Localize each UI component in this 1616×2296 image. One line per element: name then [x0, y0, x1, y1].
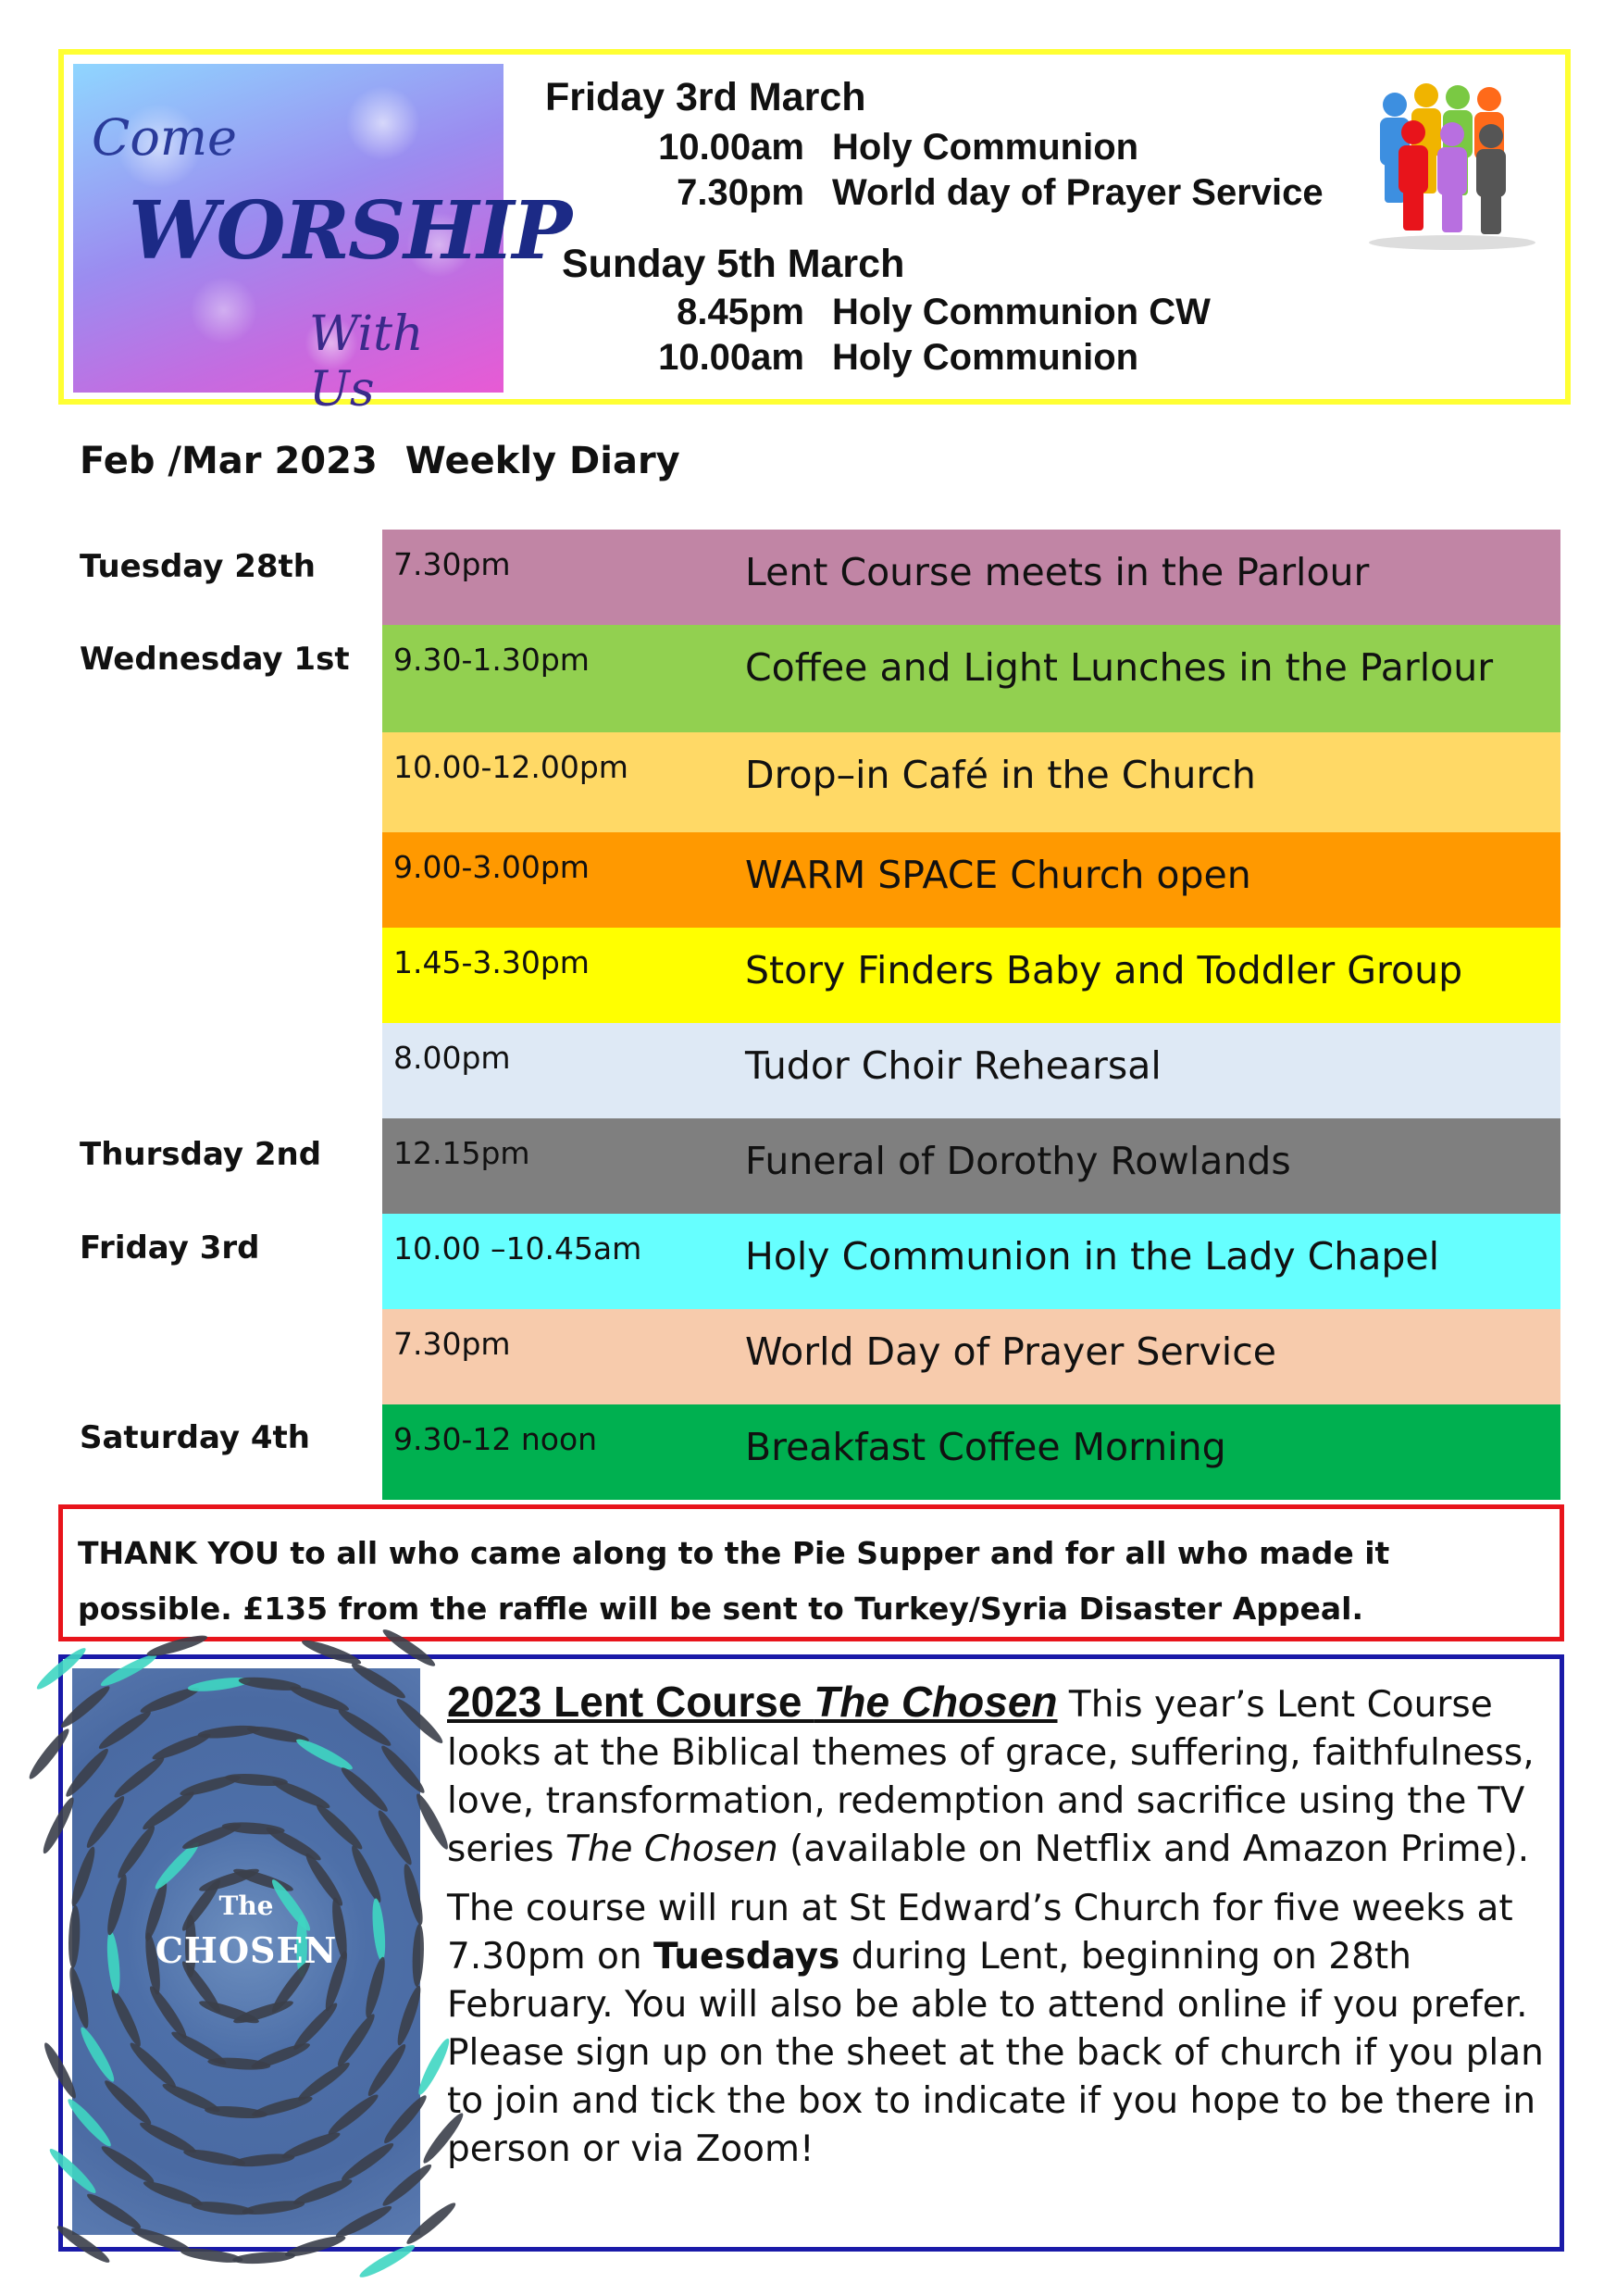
diary-row-time: 10.00-12.00pm — [393, 749, 628, 785]
diary-row — [382, 832, 1560, 928]
diary-row-time: 7.30pm — [393, 546, 511, 582]
diary-heading-month: Feb /Mar 2023 — [80, 440, 378, 482]
diary-row-event: Tudor Choir Rehearsal — [745, 1043, 1162, 1088]
friday-service-time-2: 7.30pm — [677, 172, 804, 213]
diary-row — [382, 928, 1560, 1023]
thank-you-box — [58, 1504, 1564, 1641]
diary-row-time: 1.45-3.30pm — [393, 944, 590, 980]
worship-image-line2: WORSHIP — [129, 184, 571, 278]
lent-course-title — [447, 1678, 1058, 1726]
worship-image-line3: With Us — [309, 306, 424, 418]
diary-row-event: Funeral of Dorothy Rowlands — [745, 1139, 1291, 1183]
lent-intro-a: This year’s Lent Course looks at the Biblical themes of grace, suffering, faithfulness, love, transformation, redemption and sacrifice using the TV series — [447, 1684, 1535, 1870]
chosen-image-the: The — [218, 1890, 274, 1921]
diary-row-time: 8.00pm — [393, 1040, 511, 1076]
sunday-service-time-1: 8.45pm — [677, 292, 804, 332]
lent-p2-b: during Lent, beginning on 28th February. You will also be able to attend online if you prefer. Please sign up on the sheet at the back of church if you plan to join and tick the box to indicate if you hope to be there in person or via Zoom! — [447, 1936, 1544, 2170]
diary-row — [382, 1214, 1560, 1309]
diary-row — [382, 1023, 1560, 1118]
lent-intro-italic: The Chosen — [565, 1828, 778, 1870]
chosen-image-title: CHOSEN — [155, 1929, 338, 1971]
diary-row-event: Coffee and Light Lunches in the Parlour — [745, 645, 1494, 690]
diary-row — [382, 625, 1560, 732]
diary-row — [382, 732, 1560, 832]
day-label-tuesday: Tuesday 28th — [80, 548, 316, 585]
people-group-icon — [1360, 81, 1545, 252]
sunday-service-desc-1: Holy Communion CW — [832, 292, 1211, 332]
lent-title-prefix: 2023 Lent Course — [447, 1678, 814, 1726]
diary-heading — [80, 440, 708, 482]
come-worship-image — [73, 64, 571, 418]
sunday-service-day: Sunday 5th March — [562, 242, 905, 286]
diary-row — [382, 1404, 1560, 1500]
day-label-wednesday: Wednesday 1st — [80, 641, 350, 678]
diary-row — [382, 530, 1560, 625]
diary-row-event: World Day of Prayer Service — [745, 1329, 1276, 1374]
sunday-service-desc-2: Holy Communion — [832, 337, 1139, 378]
thank-you-text: THANK YOU to all who came along to the Pie Supper and for all who made it possible. £135 from the raffle will be sent to Turkey/Syria Disaster Appeal. — [78, 1535, 1390, 1627]
diary-row-time: 9.00-3.00pm — [393, 849, 590, 885]
lent-intro-paragraph — [447, 1678, 1548, 1874]
diary-row-event: Story Finders Baby and Toddler Group — [745, 948, 1463, 992]
diary-row-time: 7.30pm — [393, 1326, 511, 1362]
lent-course-box — [58, 1654, 1564, 2252]
diary-row — [382, 1309, 1560, 1404]
lent-p2-a: The course will run at St Edward’s Church for five weeks at 7.30pm on — [447, 1888, 1513, 1978]
day-label-friday: Friday 3rd — [80, 1229, 260, 1267]
diary-row-time: 10.00 –10.45am — [393, 1230, 642, 1267]
lent-p2-bold: Tuesdays — [653, 1936, 840, 1978]
lent-title-italic: The Chosen — [814, 1678, 1058, 1726]
day-label-saturday: Saturday 4th — [80, 1419, 311, 1456]
diary-row-event: WARM SPACE Church open — [745, 853, 1251, 897]
lent-details-paragraph — [447, 1885, 1548, 2174]
worship-image-line1: Come — [92, 108, 237, 167]
diary-row-time: 12.15pm — [393, 1135, 530, 1171]
diary-row — [382, 1118, 1560, 1214]
lent-intro-b: (available on Netflix and Amazon Prime). — [777, 1828, 1530, 1870]
sunday-service-time-2: 10.00am — [658, 337, 804, 378]
the-chosen-image — [72, 1668, 420, 2235]
lent-course-text — [447, 1678, 1548, 2174]
diary-row-time: 9.30-12 noon — [393, 1421, 598, 1457]
diary-heading-title: Weekly Diary — [404, 440, 680, 482]
day-label-thursday: Thursday 2nd — [80, 1136, 322, 1173]
service-times-box — [58, 49, 1571, 418]
diary-row-event: Breakfast Coffee Morning — [745, 1425, 1226, 1469]
friday-service-time-1: 10.00am — [658, 127, 804, 168]
diary-row-event: Drop–in Café in the Church — [745, 753, 1256, 797]
friday-service-desc-2: World day of Prayer Service — [832, 172, 1324, 213]
friday-service-day: Friday 3rd March — [545, 75, 866, 119]
friday-service-desc-1: Holy Communion — [832, 127, 1139, 168]
diary-row-event: Lent Course meets in the Parlour — [745, 550, 1370, 594]
diary-row-event: Holy Communion in the Lady Chapel — [745, 1234, 1440, 1279]
diary-row-time: 9.30-1.30pm — [393, 642, 590, 678]
